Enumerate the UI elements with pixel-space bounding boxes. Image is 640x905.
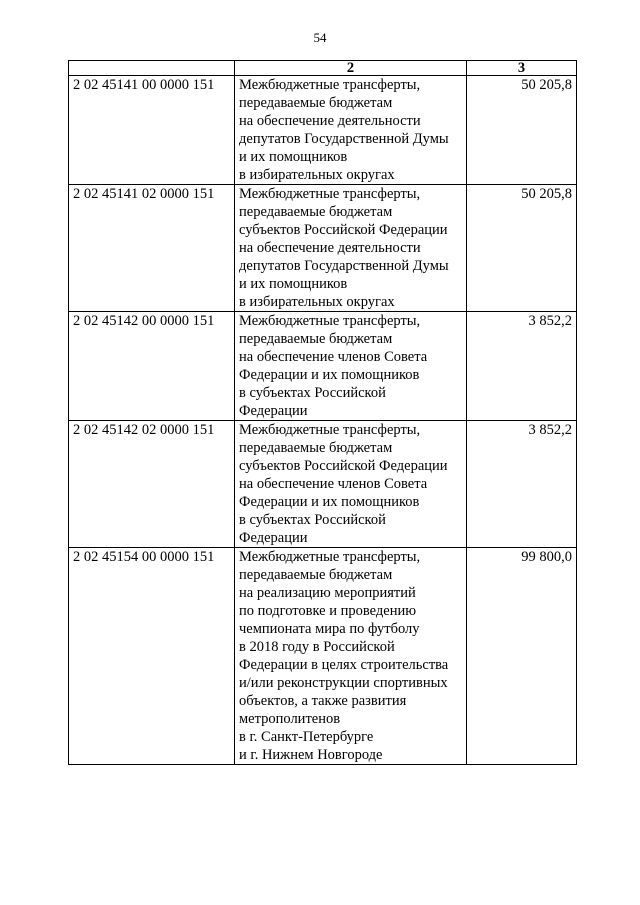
description-cell	[235, 312, 467, 421]
description-line: Федерации	[239, 403, 308, 419]
table-row	[69, 548, 577, 765]
description-line: Федерации в целях строительства	[239, 657, 449, 673]
description-line: субъектов Российской Федерации	[239, 222, 448, 238]
description-line: Федерации и их помощников	[239, 367, 420, 383]
description-line: и их помощников	[239, 276, 348, 292]
description-line: в субъектах Российской	[239, 512, 386, 528]
description-line: передаваемые бюджетам	[239, 204, 393, 220]
table-row	[69, 312, 577, 421]
description-line: на обеспечение деятельности	[239, 113, 421, 129]
description-line: Межбюджетные трансферты,	[239, 313, 421, 329]
description-line: Федерации и их помощников	[239, 494, 420, 510]
description-cell	[235, 185, 467, 312]
column-header-3: 3	[467, 61, 577, 76]
description-line: Федерации	[239, 530, 308, 546]
table-row	[69, 185, 577, 312]
description-cell	[235, 548, 467, 765]
description-line: в г. Санкт-Петербурге	[239, 729, 374, 745]
description-line: Межбюджетные трансферты,	[239, 422, 421, 438]
column-header-1	[69, 61, 235, 76]
table-body	[69, 76, 577, 765]
description-line: объектов, а также развития	[239, 693, 407, 709]
description-line: на реализацию мероприятий	[239, 585, 416, 601]
description-cell	[235, 421, 467, 548]
table-header-row	[69, 61, 577, 76]
page-number: 54	[313, 30, 327, 45]
table-row	[69, 76, 577, 185]
budget-code-cell: 2 02 45142 02 0000 151	[69, 421, 235, 548]
amount-cell: 50 205,8	[467, 185, 577, 312]
amount-cell: 3 852,2	[467, 421, 577, 548]
description-line: передаваемые бюджетам	[239, 95, 393, 111]
amount-cell: 50 205,8	[467, 76, 577, 185]
budget-code-cell: 2 02 45141 02 0000 151	[69, 185, 235, 312]
description-line: метрополитенов	[239, 711, 341, 727]
description-line: передаваемые бюджетам	[239, 331, 393, 347]
description-line: в избирательных округах	[239, 167, 395, 183]
description-line: и г. Нижнем Новгороде	[239, 747, 383, 763]
amount-cell: 3 852,2	[467, 312, 577, 421]
description-line: в избирательных округах	[239, 294, 395, 310]
description-line: и/или реконструкции спортивных	[239, 675, 448, 691]
description-cell	[235, 76, 467, 185]
budget-table	[68, 60, 577, 765]
description-line: и их помощников	[239, 149, 348, 165]
budget-code-cell: 2 02 45142 00 0000 151	[69, 312, 235, 421]
description-line: на обеспечение членов Совета	[239, 349, 428, 365]
description-line: Межбюджетные трансферты,	[239, 77, 421, 93]
budget-code-cell: 2 02 45141 00 0000 151	[69, 76, 235, 185]
description-line: в 2018 году в Российской	[239, 639, 395, 655]
description-line: передаваемые бюджетам	[239, 440, 393, 456]
description-line: депутатов Государственной Думы	[239, 258, 449, 274]
description-line: в субъектах Российской	[239, 385, 386, 401]
budget-code-cell: 2 02 45154 00 0000 151	[69, 548, 235, 765]
description-line: на обеспечение членов Совета	[239, 476, 428, 492]
description-line: Межбюджетные трансферты,	[239, 186, 421, 202]
column-header-2: 2	[235, 61, 467, 76]
table-row	[69, 421, 577, 548]
description-line: субъектов Российской Федерации	[239, 458, 448, 474]
description-line: передаваемые бюджетам	[239, 567, 393, 583]
amount-cell: 99 800,0	[467, 548, 577, 765]
description-line: депутатов Государственной Думы	[239, 131, 449, 147]
description-line: чемпионата мира по футболу	[239, 621, 420, 637]
description-line: на обеспечение деятельности	[239, 240, 421, 256]
description-line: Межбюджетные трансферты,	[239, 549, 421, 565]
description-line: по подготовке и проведению	[239, 603, 417, 619]
